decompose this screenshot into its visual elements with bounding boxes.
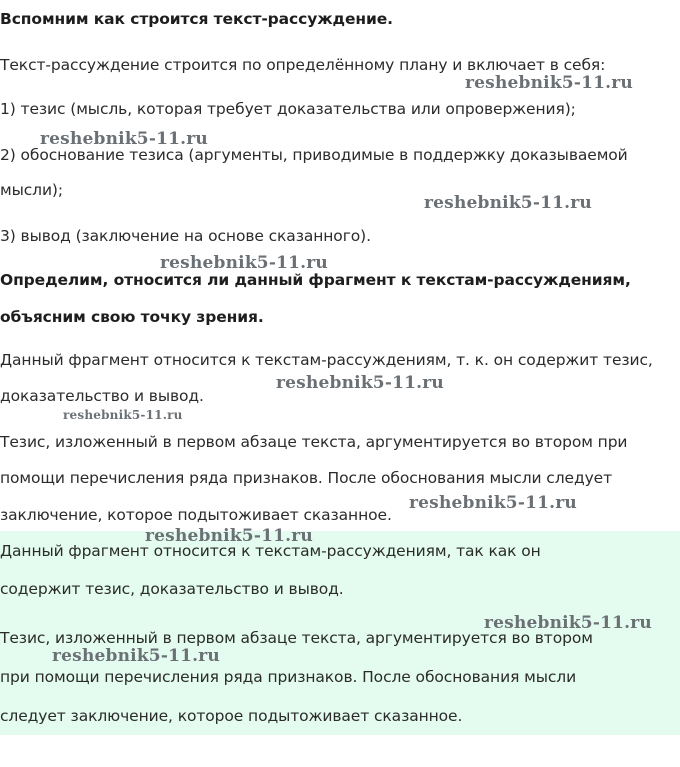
watermark: reshebnik5-11.ru bbox=[424, 193, 592, 213]
explanation-line: Данный фрагмент относится к текстам-рассуждениям, т. к. он содержит тезис, bbox=[0, 351, 653, 369]
watermark: reshebnik5-11.ru bbox=[465, 73, 633, 93]
plan-intro: Текст-рассуждение строится по определённому плану и включает в себя: bbox=[0, 56, 606, 74]
plan-item-thesis: 1) тезис (мысль, которая требует доказательства или опровержения); bbox=[0, 100, 576, 118]
explanation-line: Тезис, изложенный в первом абзаце текста, аргументируется во втором при bbox=[0, 433, 628, 451]
watermark: reshebnik5-11.ru bbox=[160, 253, 328, 273]
answer-line: следует заключение, которое подытоживает сказанное. bbox=[0, 707, 463, 725]
watermark: reshebnik5-11.ru bbox=[409, 493, 577, 513]
task-heading-cont: объясним свою точку зрения. bbox=[0, 308, 264, 326]
explanation-line: помощи перечисления ряда признаков. После обоснования мысли следует bbox=[0, 469, 613, 487]
recall-heading: Вспомним как строится текст-рассуждение. bbox=[0, 10, 393, 28]
watermark: reshebnik5-11.ru bbox=[276, 373, 444, 393]
answer-line: Тезис, изложенный в первом абзаце текста, аргументируется во втором bbox=[0, 629, 593, 647]
plan-item-argument-cont: мысли); bbox=[0, 181, 64, 199]
watermark: reshebnik5-11.ru bbox=[52, 646, 220, 666]
explanation-line: заключение, которое подытоживает сказанное. bbox=[0, 506, 392, 524]
explanation-line: доказательство и вывод. bbox=[0, 387, 204, 405]
watermark: reshebnik5-11.ru bbox=[63, 408, 183, 422]
watermark: reshebnik5-11.ru bbox=[484, 613, 652, 633]
answer-line: содержит тезис, доказательство и вывод. bbox=[0, 580, 344, 598]
plan-item-conclusion: 3) вывод (заключение на основе сказанного). bbox=[0, 227, 371, 245]
watermark: reshebnik5-11.ru bbox=[145, 526, 313, 546]
answer-line: Данный фрагмент относится к текстам-рассуждениям, так как он bbox=[0, 542, 541, 560]
watermark: reshebnik5-11.ru bbox=[40, 129, 208, 149]
answer-line: при помощи перечисления ряда признаков. После обоснования мысли bbox=[0, 668, 577, 686]
task-heading: Определим, относится ли данный фрагмент к текстам-рассуждениям, bbox=[0, 271, 631, 289]
plan-item-argument: 2) обоснование тезиса (аргументы, приводимые в поддержку доказываемой bbox=[0, 146, 628, 164]
